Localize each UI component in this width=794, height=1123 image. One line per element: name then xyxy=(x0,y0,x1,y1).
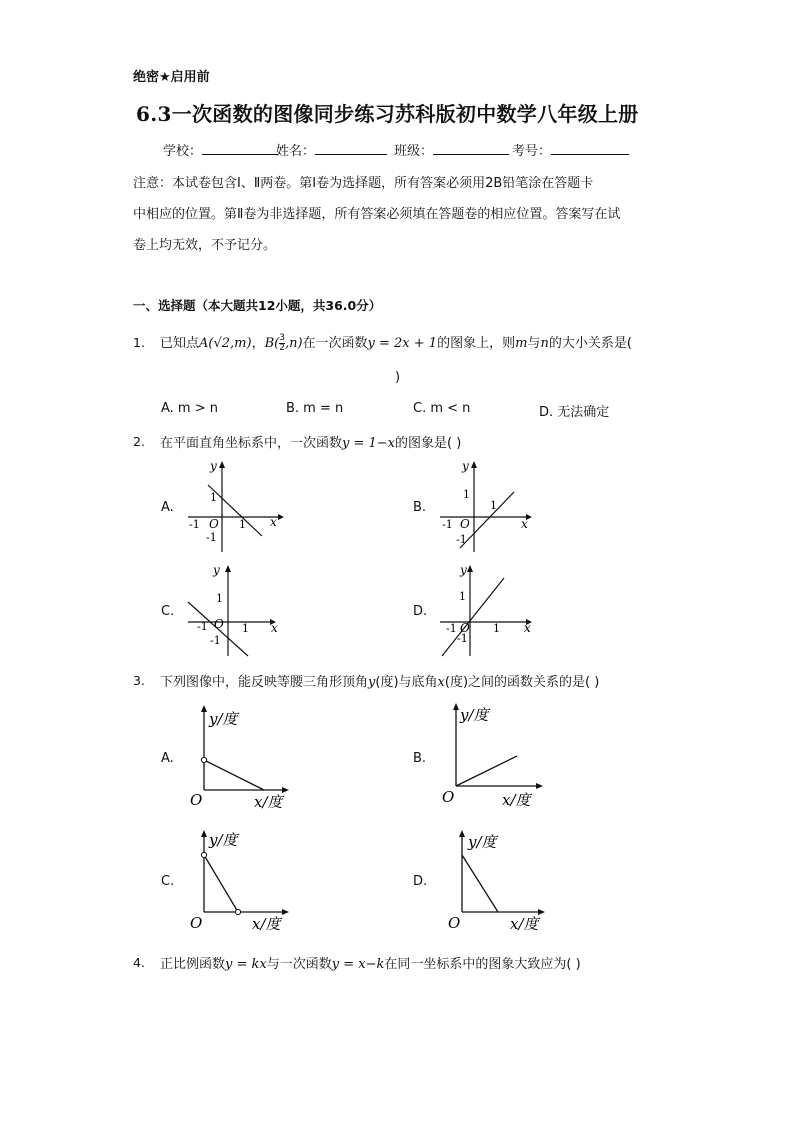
q2-option-a[interactable]: A. xyxy=(161,500,174,515)
school-field[interactable] xyxy=(163,140,278,159)
q2-graph-a[interactable] xyxy=(180,456,290,556)
question-2-text: 在平面直角坐标系中，一次函数y = 1−x的图象是( ) xyxy=(160,436,462,451)
svg-text:1: 1 xyxy=(242,622,249,635)
question-4-number: 4. xyxy=(133,955,145,970)
svg-text:x: x xyxy=(521,517,528,531)
svg-text:O: O xyxy=(442,788,455,806)
svg-text:O: O xyxy=(460,621,470,635)
q2-option-b[interactable]: B. xyxy=(413,500,427,515)
page-title: 6.3一次函数的图像同步练习苏科版初中数学八年级上册 xyxy=(136,102,639,126)
question-1-number: 1. xyxy=(133,335,145,350)
question-3-number: 3. xyxy=(133,673,145,688)
svg-text:-1: -1 xyxy=(457,632,468,645)
q3-graph-c[interactable] xyxy=(186,825,296,940)
svg-text:O: O xyxy=(209,517,219,531)
q1-option-b[interactable]: B. m = n xyxy=(286,401,344,416)
q1-option-a[interactable]: A. m > n xyxy=(161,401,218,416)
svg-text:y/度: y/度 xyxy=(209,831,238,849)
class-blank[interactable] xyxy=(433,142,509,155)
svg-text:1: 1 xyxy=(493,622,500,635)
notice-line-3: 卷上均无效，不予记分。 xyxy=(133,238,277,253)
svg-text:x: x xyxy=(271,621,278,635)
svg-text:O: O xyxy=(190,791,203,809)
svg-text:-1: -1 xyxy=(442,518,453,531)
q3-option-a[interactable]: A. xyxy=(161,751,174,766)
svg-text:O: O xyxy=(460,517,470,531)
q3-graph-b[interactable] xyxy=(438,700,550,815)
exam-no-label: 考号： xyxy=(512,144,552,159)
secret-mark: 绝密★启用前 xyxy=(133,70,210,85)
svg-text:-1: -1 xyxy=(456,533,467,546)
svg-text:O: O xyxy=(214,617,224,631)
svg-text:y: y xyxy=(462,459,469,473)
q3-option-b[interactable]: B. xyxy=(413,751,427,766)
school-label: 学校： xyxy=(163,144,203,159)
svg-text:y/度: y/度 xyxy=(460,706,489,724)
q1-option-d[interactable]: D. 无法确定 xyxy=(539,405,610,420)
q3-option-d[interactable]: D. xyxy=(413,874,428,889)
svg-text:y: y xyxy=(460,563,467,577)
name-field[interactable] xyxy=(276,140,387,159)
svg-text:O: O xyxy=(190,914,203,932)
svg-text:-1: -1 xyxy=(189,518,200,531)
svg-text:y/度: y/度 xyxy=(209,710,238,728)
svg-text:1: 1 xyxy=(463,488,470,501)
svg-text:y: y xyxy=(210,459,217,473)
svg-text:x/度: x/度 xyxy=(502,791,531,809)
svg-text:-1: -1 xyxy=(446,622,457,635)
svg-text:O: O xyxy=(448,914,461,932)
q2-graph-b[interactable] xyxy=(432,456,542,556)
class-field[interactable] xyxy=(394,140,509,159)
q2-option-c[interactable]: C. xyxy=(161,604,175,619)
svg-text:1: 1 xyxy=(239,518,246,531)
svg-text:y/度: y/度 xyxy=(468,833,497,851)
svg-text:1: 1 xyxy=(216,592,223,605)
svg-text:1: 1 xyxy=(210,491,217,504)
svg-text:-1: -1 xyxy=(206,531,217,544)
q1-option-c[interactable]: C. m < n xyxy=(413,401,471,416)
name-blank[interactable] xyxy=(315,142,387,155)
q2-option-d[interactable]: D. xyxy=(413,604,428,619)
notice-line-1: 注意：本试卷包含Ⅰ、Ⅱ两卷。第Ⅰ卷为选择题，所有答案必须用2B铅笔涂在答题卡 xyxy=(133,176,594,191)
svg-text:x: x xyxy=(524,621,531,635)
svg-text:x/度: x/度 xyxy=(510,915,539,933)
notice-line-2: 中相应的位置。第Ⅱ卷为非选择题，所有答案必须填在答题卷的相应位置。答案写在试 xyxy=(133,207,621,222)
exam-no-blank[interactable] xyxy=(551,142,629,155)
q2-graph-d[interactable] xyxy=(432,560,542,660)
svg-text:x/度: x/度 xyxy=(254,793,283,811)
svg-text:x: x xyxy=(270,515,277,529)
q3-graph-d[interactable] xyxy=(438,825,550,940)
question-3-text: 下列图像中，能反映等腰三角形顶角y(度)与底角x(度)之间的函数关系的是( ) xyxy=(160,675,600,690)
svg-text:x/度: x/度 xyxy=(252,915,281,933)
svg-text:-1: -1 xyxy=(210,634,221,647)
question-4-text: 正比例函数y = kx与一次函数y = x−k在同一坐标系中的图象大致应为( ) xyxy=(160,957,581,972)
section-title: 一、选择题（本大题共12小题，共36.0分） xyxy=(133,298,382,313)
name-label: 姓名： xyxy=(276,144,316,159)
svg-text:-1: -1 xyxy=(197,620,208,633)
svg-text:y: y xyxy=(213,563,220,577)
q2-graph-c[interactable] xyxy=(180,560,290,660)
q3-option-c[interactable]: C. xyxy=(161,874,175,889)
exam-no-field[interactable] xyxy=(512,140,629,159)
q3-graph-a[interactable] xyxy=(186,700,296,815)
question-1-text: 已知点A(√2,m)，B( $\frac{3}{2}$ ,n)在一次函数y = 2x + 1的图象上，则m与n的大小关系是( xyxy=(160,333,632,353)
svg-text:1: 1 xyxy=(490,499,497,512)
class-label: 班级： xyxy=(394,144,434,159)
school-blank[interactable] xyxy=(202,142,278,155)
svg-text:1: 1 xyxy=(459,590,466,603)
question-2-number: 2. xyxy=(133,434,145,449)
question-1-close: ) xyxy=(395,370,401,385)
